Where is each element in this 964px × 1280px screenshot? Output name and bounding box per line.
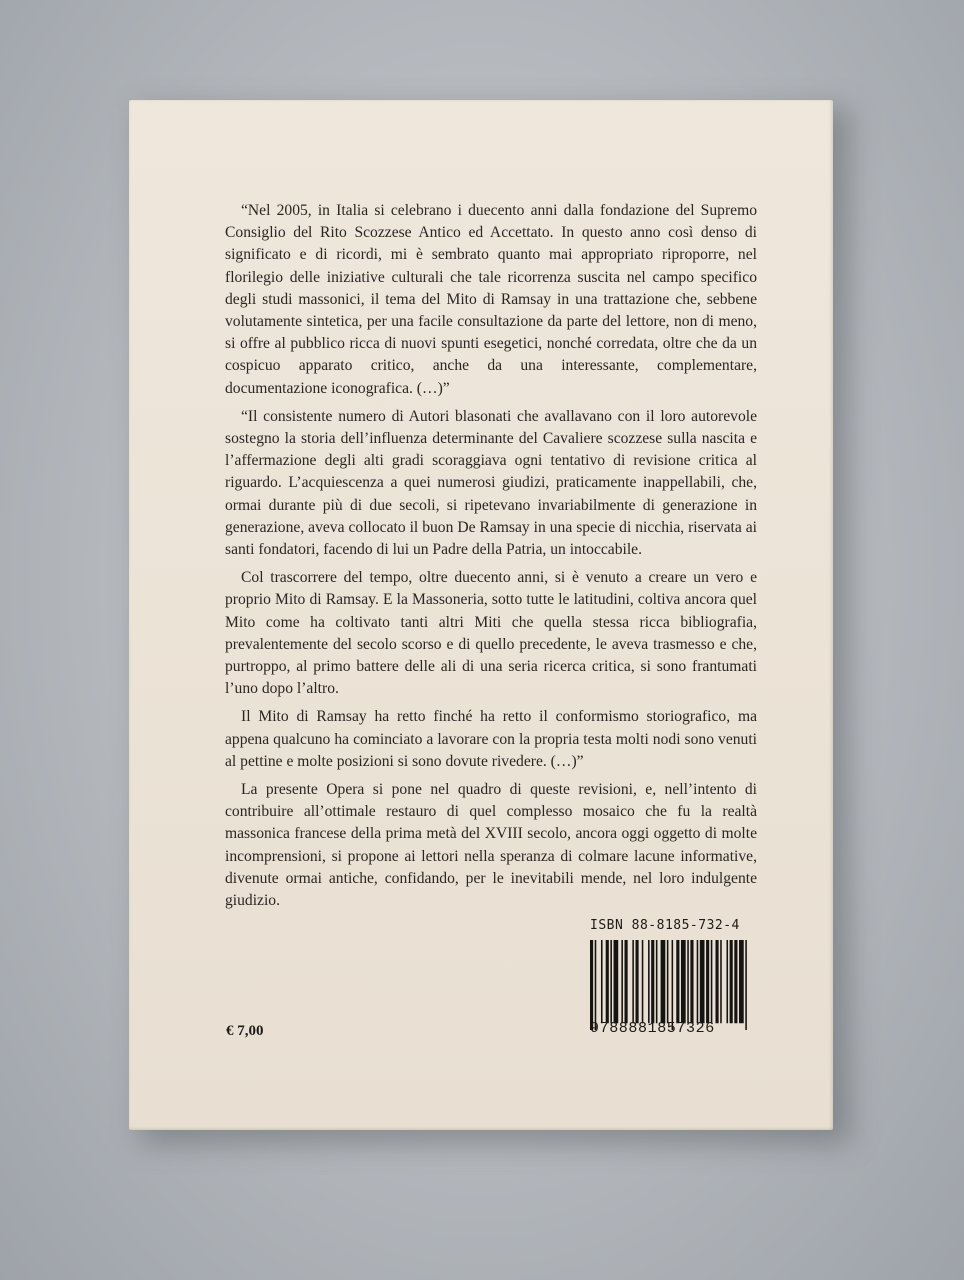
barcode-bar (745, 940, 747, 1030)
barcode-bar (621, 940, 623, 1023)
blurb-paragraph-3: Col trascorrere del tempo, oltre duecento anni, si è venuto a creare un vero e proprio Mito di Ramsay. E la Massoneria, sotto tutte le latitudini, coltiva ancora quel Mito come ha coltivato tanti altri Miti che quella stessa ricca bibliografia, prevalentemente del secolo scorso e di quello precedente, le aveva trasmesso e che, purtroppo, al primo battere delle ali di una seria ricerca critica, si sono frantumati l’uno dopo l’altro. (225, 569, 757, 698)
barcode-bar (672, 940, 674, 1030)
barcode-number: 9788881857326 (590, 1020, 715, 1037)
barcode-bar (642, 940, 644, 1023)
barcode-bar (687, 940, 689, 1023)
barcode-bar (726, 940, 728, 1023)
barcode-bar (734, 940, 737, 1023)
barcode-bar (681, 940, 686, 1023)
isbn-label: ISBN 88-8185-732-4 (590, 918, 740, 933)
barcode-bar (606, 940, 609, 1023)
barcode-bar (610, 940, 612, 1023)
barcode-bar (700, 940, 705, 1023)
barcode-bar (661, 940, 666, 1023)
barcode-bar (715, 940, 718, 1023)
barcode-bar (614, 940, 619, 1023)
barcode-bar (730, 940, 733, 1023)
blurb-paragraph-1: “Nel 2005, in Italia si celebrano i duecento anni dalla fondazione del Supremo Consiglio del Rito Scozzese Antico ed Accettato. In questo anno così denso di significato e di ricordi, mi è sembrato quanto mai appropriato riproporre, nel florilegio delle iniziative culturali che tale ricorrenza suscita nel campo specifico degli studi massonici, il tema del Mito di Ramsay in una trattazione che, sebbene volutamente sintetica, per una facile consultazione da parte del lettore, non di meno, si offre al pubblico ricca di nuovi spunti esegetici, nonché corredata, oltre che da un cospicuo apparato critico, anche da una interessante, complementare, documentazione iconografica. (…)” (225, 202, 757, 397)
barcode-bar (697, 940, 699, 1023)
blurb-paragraph-2: “Il consistente numero di Autori blasonati che avallavano con il loro autorevole sostegno la storia dell’influenza determinante del Cavaliere scozzese sulla nascita e l’affermazione degli alti gradi scoraggiava ogni tentativo di revisione critica al riguardo. L’acquiescenza a quei numerosi giudizi, praticamente inappellabili, che, ormai durante più di due secoli, si ripetevano invariabilmente di generazione in generazione, aveva collocato il buon De Ramsay in una specie di nicchia, riservata ai santi fondatori, facendo di lui un Padre della Patria, un intoccabile. (225, 407, 757, 559)
barcode-bar (711, 940, 713, 1023)
barcode-bar (648, 940, 650, 1023)
barcode-bar (625, 940, 628, 1023)
price-label: € 7,00 (226, 1023, 264, 1039)
barcode-bar (667, 940, 669, 1023)
barcode-bar (739, 940, 744, 1023)
blurb-paragraph-4: Il Mito di Ramsay ha retto finché ha retto il conformismo storiografico, ma appena qualcuno ha cominciato a lavorare con la propria testa molti nodi sono venuti al pettine e molte posizioni si sono dovute rivedere. (…)” (225, 708, 757, 770)
barcode-icon (590, 940, 750, 1030)
barcode-bar (595, 940, 597, 1030)
barcode-bar (706, 940, 709, 1023)
blurb-text (225, 200, 757, 918)
barcode-bar (656, 940, 658, 1023)
barcode-bar (676, 940, 679, 1023)
barcode-bar (601, 940, 603, 1023)
barcode-bar (635, 940, 638, 1023)
barcode-bar (690, 940, 693, 1023)
barcode-bar (720, 940, 722, 1023)
barcode-bar (651, 940, 654, 1023)
barcode-bar (590, 940, 593, 1030)
blurb-paragraph-5: La presente Opera si pone nel quadro di queste revisioni, e, nell’intento di contribuire all’ottimale restauro di quel complesso mosaico che fu la realtà massonica francese della prima metà del XVIII secolo, ancora oggi oggetto di molte incomprensioni, si propone ai lettori nella speranza di colmare lacune informative, divenute ormai antiche, confidando, per le inevitabili mende, nel loro indulgente giudizio. (225, 781, 757, 910)
barcode-bar (632, 940, 634, 1023)
